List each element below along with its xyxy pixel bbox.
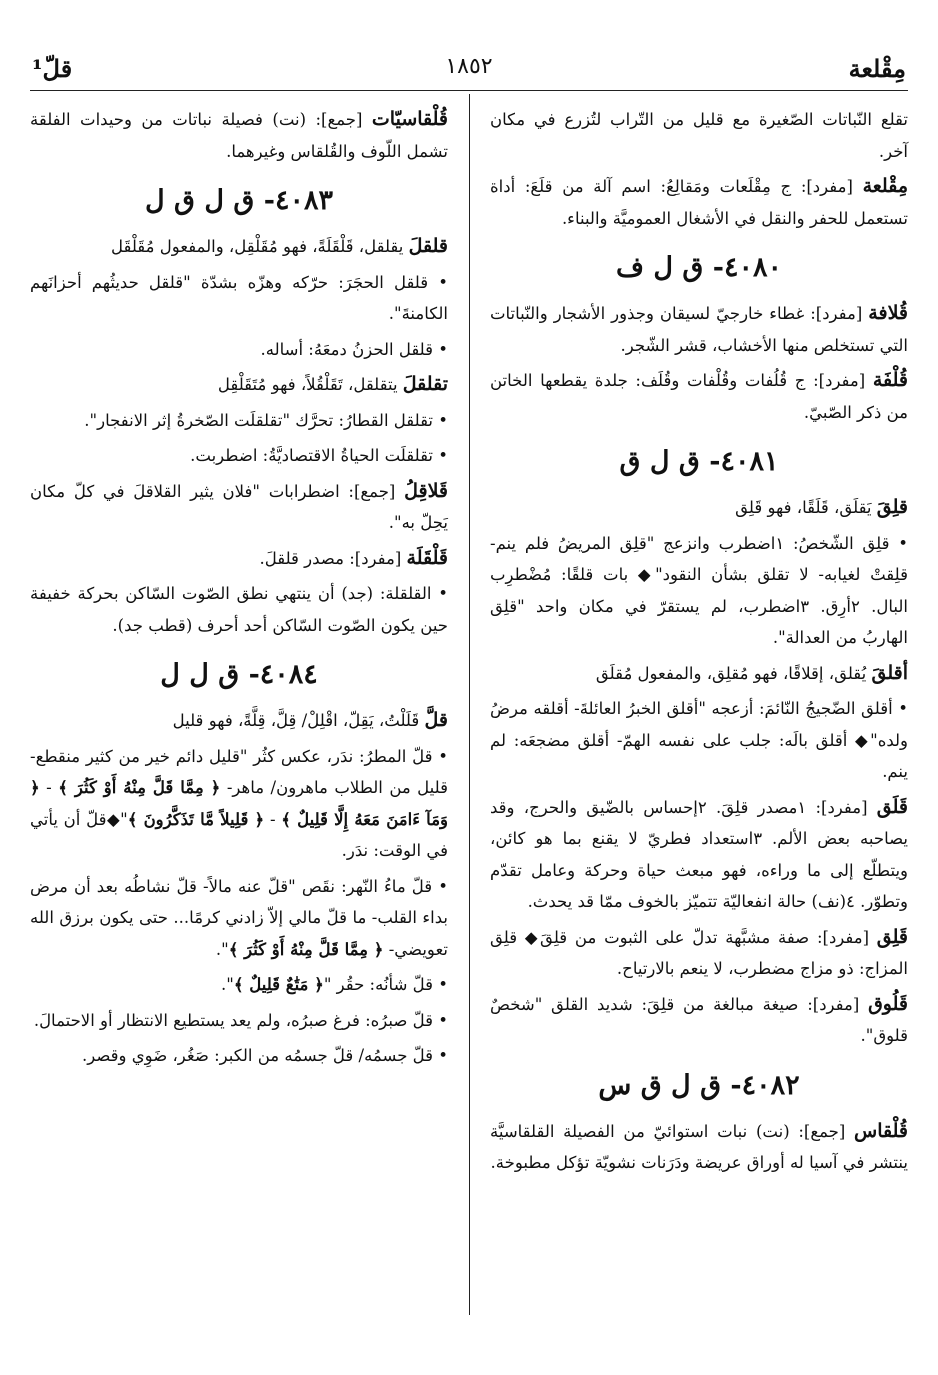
right-column [490,104,908,1183]
headword: قَلاقِلُ [404,479,448,502]
entry-qalaq: قَلَق [مفرد]: ١مصدر قلِقَ. ٢إحساس بالضّيق والحرج، وقد يصاحبه بعض الألم. ٣استعداد فطريّ لا يقنع بما هو كائن، ويتطلّع إلى ما وراءه، فهو مبعث حياة وحركة وعامل تقدّم وتطوّر. ٤(نف) حالة انفعاليّة تتميّز بالخوف ممّا قد يحدث. [490,795,908,911]
headword: تقلقلَ [402,373,448,395]
root-heading: ٤٠٨١- ق ل ق [619,446,779,477]
quran-quote: ﴿ مِمَّا قَلَّ مِنْهُ أَوْ كَثُرَ ﴾ [58,778,221,797]
sense: • تقلقلَت الحياةُ الاقتصاديَّةُ: اضطربت. [190,446,448,465]
headword: أقلقَ [871,661,908,684]
headword: قُلافة [868,302,908,324]
root-heading: ٤٠٨٣- ق ل ق ل [145,185,333,216]
sense: • قلّ المطرُ: ندَر، عكس كثُر "قليل دائم خير من كثير منقطع- قليل من الطلاب ماهرون/ ماهر- ﴿ مِمَّا قَلَّ مِنْهُ أَوْ كَثُرَ ﴾ - ﴿ وَمَآ ءَامَنَ مَعَهُ إِلَّا قَلِيلٌ ﴾ - ﴿ قَلِيلاً مَّا تَذَكَّرُونَ ﴾"◆قلّ أن يأتي في الوقت: ندَر. [30,746,449,860]
sense: • تقلقل القطارُ: تحرَّك "تقلقلَت الصّخرةُ إثر الانفجار". [84,410,448,430]
quran-quote: ﴿ مِمَّا قَلَّ مِنْهُ أَوْ كَثُرَ ﴾ [228,939,384,959]
entry-qaluq: قَلُوق [مفرد]: صيغة مبالغة من قلِقَ: شديد القلق "شخصٌ قلوق". [490,992,908,1045]
entry-qalaqil: قَلاقِلُ [جمع]: اضطرابات "فلان يثير القلاقلَ في كلّ مكان يَحِلّ به". [30,479,448,532]
sense: • قلقل الحزنُ دمعَهُ: أساله. [260,339,448,359]
entry-qulfa: قُلْفَة [مفرد]: ج قُلُفات وقُلْفات وقُلَف: جلدة يقطعها الخاتن من ذكر الصّبيّ. [490,369,908,422]
entry-qulafa: قُلافة [مفرد]: غطاء خارجيّ لسيقان وجذور الأشجار والنّباتات التي تستخلص منها الأخشاب، قشر الشّجر. [490,302,908,355]
headword: قلَّ [424,709,448,731]
entry-qaliq: قَلِق [مفرد]: صفة مشبَّهة تدلّ على الثبوت من قلِقَ◆ قلِق المزاج: ذو مزاج مضطرب، لا ينعم بالارتياح. [490,925,908,978]
entry-qalla: قلَّ قَلَلْتُ، يَقِلّ، اقْلِلْ/ قِلَّ، قِلَّةً، فهو قليل [172,709,448,731]
sense: • قلّ ماءُ النّهر: نقَص "قلّ عنه مالاً- قلّ نشاطُه بعد أن مرض بداء القلب- ما قلّ مالي إلاّ زادني كرمًا... حتى يكون برزق الله تعويضي- ﴿ مِمَّا قَلَّ مِنْهُ أَوْ كَثُرَ ﴾". [30,876,448,959]
entry-miqlaa: مِقْلعة [مفرد]: ج مِقْلَعات ومَقالِعُ: اسم آلة من قلَعَ: أداة تستعمل للحفر والنقل في الأشغال العموميَّة والبناء. [490,175,908,228]
root-heading: ٤٠٨٢- ق ل ق س [598,1069,800,1101]
sense: • قلِق الشّخصُ: ١اضطرب وانزعج "قلِق المريضُ فلم ينم- قلِقتْ لغيابه- لا تقلق بشأن النقود"◆ بات قلقًا: مُضْطرِب البال. ٢أرِق. ٣اضطرب، لم يستقرّ في مكان واحد "قلِق الهاربُ من العدالة". [490,533,908,647]
headword: قَلْقَلَة [406,546,448,569]
headword: مِقْلعة [862,175,908,197]
quran-quote: ﴿ مَتَٰعٌ قَلِيلٌ ﴾ [233,975,324,994]
headword: قلِقَ [876,496,908,518]
sense: • قلّ شأنُه: حقُر "﴿ مَتَٰعٌ قَلِيلٌ ﴾". [220,975,448,994]
headword: قُلْقاسيّات [371,108,449,130]
page-header [30,50,908,91]
entry-qalqala: قلقلَ يقلقل، قَلْقَلَةً، فهو مُقَلْقِل، والمفعول مُقَلْقَل [110,235,448,257]
entry-continuation: تقلع النّباتات الصّغيرة مع قليل من التّراب لتُزرع في مكان آخر. [490,110,908,161]
entry-taqalqala: تقلقلَ يتقلقل، تَقَلْقُلاً، فهو مُتَقَلْقِل [217,373,448,395]
sense: • قلقل الحجَرَ: حرّكه وهزّه بشدّة "قلقل حديثُهم أحزانَهم الكامنةَ". [30,272,448,323]
headword: قُلْقاس [854,1119,908,1142]
headword: قلقلَ [408,235,448,257]
headword: قُلْفَة [872,369,908,391]
quran-quote: ﴿ قَلِيلاً مَّا تَذَكَّرُونَ ﴾ [127,809,265,829]
header-guide-word-left: قلّ¹ [32,54,73,83]
headword: قَلَق [876,795,908,818]
root-heading: ٤٠٨٠- ق ل ف [616,252,782,283]
page-number: ١٨٥٢ [445,54,493,79]
entry-qulqasiyyat: قُلْقاسيّات [جمع]: (نت) فصيلة نباتات من وحيدات الفلقة تشمل اللّوف والقُلقاس وغيرهما. [30,108,449,161]
left-column [30,104,448,1076]
headword: قَلِق [876,925,908,948]
entry-qalqala-noun: قَلْقَلَة [مفرد]: مصدر قلقلَ. [259,546,448,569]
sense: • أقلق الضّجيجُ النّائمَ: أزعجه "أقلق الخبرُ العائلةَ- أقلقه مرضُ ولده"◆ أقلق بالَه: جلب على نفسه الهمّ- أقلق مضجعَه: لم ينم. [490,699,908,781]
sense: • قلّ صبرُه: فرغ صبرُه، ولم يعد يستطيع الانتظار أو الاحتمالَ. [33,1010,448,1030]
header-guide-word-right: مِقْلعة [848,54,906,83]
root-heading: ٤٠٨٤- ق ل ل [160,659,318,690]
headword: قَلُوق [868,992,908,1015]
sense: • قلّ جسمُه/ قلّ جسمُه من الكبر: صَغُر، ضَوِي وقصر. [82,1046,448,1065]
entry-qaliqa: قلِقَ يَقلَق، قَلَقًا، فهو قَلِق [735,496,908,518]
entry-qulqas: قُلْقاس [جمع]: (نت) نبات استوائيّ من الفصيلة القلقاسيَّة ينتشر في آسيا له أوراق عريضة ودَرَنات نشويّة تؤكل مطبوخة. [490,1119,908,1172]
sense: • القلقلة: (جد) أن ينتهي نطق الصّوت السّاكن بحركة خفيفة حين يكون الصّوت السّاكن أحد أحرف (قطب جد). [30,584,448,635]
entry-aqlaqa: أقلقَ يُقلق، إقلاقًا، فهو مُقلِق، والمفعول مُقلَق [595,661,908,684]
quran-quote: ﴿ وَمَآ ءَامَنَ مَعَهُ إِلَّا قَلِيلٌ ﴾ [30,778,448,829]
column-divider [469,94,470,1315]
